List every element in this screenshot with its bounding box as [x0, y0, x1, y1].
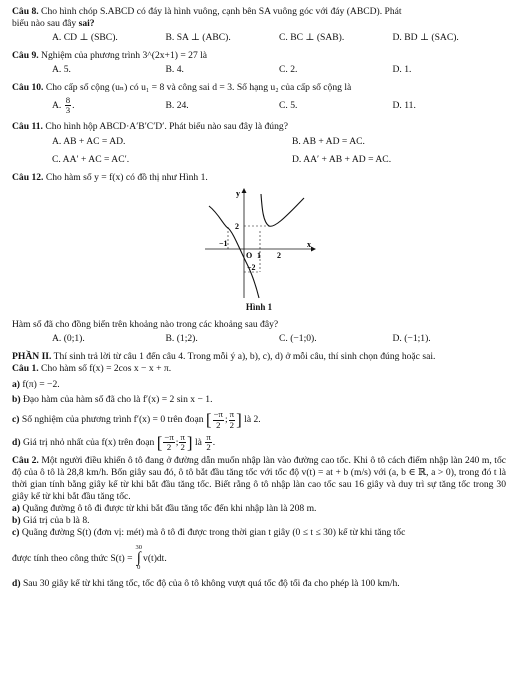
q10-option-a-fraction — [65, 96, 71, 115]
c1-a-label: a) — [12, 378, 20, 390]
q10-options — [12, 96, 506, 115]
q12-question: Hàm số đã cho đồng biến trên khoảng nào trong các khoảng sau đây? — [12, 318, 279, 330]
tick-y-2: 2 — [235, 222, 239, 232]
q12-text: Cho hàm số y = f(x) có đồ thị như Hình 1. — [43, 172, 208, 184]
c2-label: Câu 2. — [12, 455, 39, 467]
q11-option-a[interactable]: A. AB + AC = AD. — [52, 136, 126, 148]
q11-option-d[interactable]: D. AA′ + AB + AD = AC. — [292, 154, 392, 166]
c1-d-frac-left-den: 2 — [166, 442, 172, 453]
c1-d-label: d) — [12, 436, 21, 448]
c1-d-answer-num: π — [206, 432, 211, 442]
q8-text-line1: Cho hình chóp S.ABCD có đáy là hình vuông, cạnh bên SA vuông góc với đáy (ABCD). Phát — [38, 6, 402, 17]
q8-text-line2: biểu nào sau đây — [12, 17, 79, 29]
q8-text-sai: sai? — [78, 17, 95, 29]
q12-option-b[interactable]: B. (1;2). — [165, 332, 198, 344]
question-12 — [12, 172, 506, 344]
q12-graph-container — [12, 186, 506, 304]
x-axis-arrow-icon — [311, 247, 316, 252]
c1-d-bracket-close: ] — [186, 433, 193, 453]
tick-origin: O — [246, 251, 253, 261]
y-axis-arrow-icon — [242, 188, 247, 193]
q11-option-b[interactable]: B. AB + AD = AC. — [292, 136, 365, 148]
q9-text: Nghiệm của phương trình 3^(2x+1) = 27 là — [38, 49, 208, 61]
q11-label: Câu 11. — [12, 121, 43, 133]
question-10 — [12, 82, 506, 115]
tick-x-2: 2 — [277, 251, 281, 261]
c1-c-text: Số nghiệm của phương trình f′(x) = 0 trên đoạn — [21, 414, 204, 426]
c1-d-answer-den: 2 — [206, 442, 211, 453]
q11-option-c[interactable]: C. AA′ + AC = AC′. — [52, 154, 130, 166]
q12-option-d[interactable]: D. (−1;1). — [392, 332, 431, 344]
c1-b-text: Đạo hàm của hàm số đã cho là f′(x) = 2 sin x − 1. — [22, 394, 213, 406]
q9-option-c[interactable]: C. 2. — [279, 63, 298, 75]
c2-c-tail: v(t)dt. — [143, 552, 167, 564]
c1-label: Câu 1. — [12, 362, 39, 374]
c1-c-tail: là 2. — [244, 414, 261, 426]
c1-c-label: c) — [12, 414, 20, 426]
function-graph — [199, 186, 319, 304]
q9-option-b[interactable]: B. 4. — [165, 63, 184, 75]
c1-c-frac-left-den: 2 — [216, 419, 221, 430]
c1-d-frac-right — [179, 433, 185, 452]
c1-d-frac-left-num: −π — [164, 432, 174, 442]
y-axis-label: y — [236, 189, 240, 199]
c2-d-label: d) — [12, 577, 21, 589]
c2-integral — [136, 545, 143, 572]
q10-frac-den: 3 — [65, 105, 71, 116]
q9-option-a[interactable]: A. 5. — [52, 63, 71, 75]
part-2-heading: PHẦN II. — [12, 350, 52, 362]
c1-d-frac-left — [163, 433, 174, 452]
q11-options — [12, 136, 506, 166]
c1-c-frac-right-den: 2 — [229, 419, 235, 430]
c2-a-label: a) — [12, 503, 20, 515]
c1-d-frac-right-num: π — [180, 432, 185, 442]
c2-d-text: Sau 30 giây kể từ khi tăng tốc, tốc độ của ô tô không vượt quá tốc độ tối đa cho phép là 100 km/h. — [22, 577, 400, 589]
integral-sign-icon: ∫ — [136, 549, 141, 566]
c1-d-frac-right-den: 2 — [180, 442, 185, 453]
q12-option-a[interactable]: A. (0;1). — [52, 332, 85, 344]
q10-option-a-prefix: A. — [52, 99, 62, 111]
q8-option-a[interactable]: A. CD ⊥ (SBC). — [52, 31, 118, 43]
c2-c-text2: được tính theo công thức S(t) = — [12, 552, 133, 564]
tick-x-1: 1 — [257, 251, 261, 261]
c1-c-bracket-open: [ — [205, 410, 212, 430]
c1-c-frac-right — [229, 410, 235, 429]
q12-option-c[interactable]: C. (−1;0). — [279, 332, 317, 344]
q10-text: Cho cấp số cộng (uₙ) có u₁ = 8 và công sai d = 3. Số hạng u₂ của cấp số cộng là — [43, 81, 352, 93]
q10-option-a[interactable]: A. $\frac{8}{3}$ . — [52, 94, 75, 116]
q10-option-b[interactable]: B. 24. — [165, 99, 189, 111]
question-9 — [12, 50, 506, 76]
tick-y-minus2: −2 — [247, 263, 256, 273]
c1-d-answer-frac — [205, 433, 211, 452]
q8-option-b[interactable]: B. SA ⊥ (ABC). — [165, 31, 231, 43]
part-2-intro — [12, 351, 506, 363]
q8-option-d[interactable]: D. BD ⊥ (SAC). — [392, 31, 459, 43]
q11-text: Cho hình hộp ABCD·A′B′C′D′. Phát biểu nào sau đây là đúng? — [42, 121, 288, 133]
c2-b-text: Giá trị của b là 8. — [22, 515, 90, 527]
q10-option-d[interactable]: D. 11. — [392, 99, 416, 111]
c2-text: Một người điều khiển ô tô đang ở đường dẫn muốn nhập làn vào đường cao tốc. Khi ô tô cách điểm nhập làn 240 m, tốc độ của ô tô là 28,8 km/h. Bốn giây sau đó, ô tô bắt đầu tăng tốc với tốc độ v(t) = at + b (m/s) với (a, b ∈ ℝ, a > 0), trong đó t là thời gian tính bằng giây kể từ khi bắt đầu tăng tốc. Biết rằng ô tô nhập làn cao tốc sau 16 giây và duy trì sự tăng tốc trong 30 giây kể từ khi bắt đầu tăng tốc. — [12, 455, 506, 503]
c2-c-text1: Quãng đường S(t) (đơn vị: mét) mà ô tô đi được trong thời gian t giây (0 ≤ t ≤ 30) kể từ khi tăng tốc — [21, 527, 406, 539]
q12-options — [12, 333, 506, 345]
q8-options — [12, 32, 506, 44]
c2-a-text: Quãng đường ô tô đi được từ khi bắt đầu tăng tốc đến khi nhập làn là 208 m. — [22, 503, 317, 515]
c1-d-tail: là — [194, 436, 202, 448]
q12-label: Câu 12. — [12, 172, 44, 184]
question-8 — [12, 6, 506, 44]
c2-c-label: c) — [12, 527, 20, 539]
q9-options — [12, 64, 506, 76]
c1-d-text: Giá trị nhỏ nhất của f(x) trên đoạn — [22, 436, 155, 448]
tick-x-minus1: −1 — [219, 239, 228, 249]
q8-label: Câu 8. — [12, 6, 39, 17]
c1-text: Cho hàm số f(x) = 2cos x − x + π. — [38, 362, 172, 374]
c1-c-bracket-close: ] — [236, 410, 242, 430]
c1-c-frac-left — [213, 410, 224, 429]
c1-c-frac-right-num: π — [229, 410, 235, 420]
q10-option-c[interactable]: C. 5. — [279, 99, 298, 111]
part2-question-1: Câu 1. Cho hàm số f(x) = 2cos x − x + π. a) f(π) = −2. b) Đạo hàm của hàm số đã cho là f′(x) = 2 sin x − 1. c) Số nghiệm của phương trình f′(x) = 0 trên đoạn [ $\frac{-\pi}{2}$ ; $\frac{\pi}{2}$ ] là 2. d) Giá trị nhỏ nhất của f(x) trên đoạn [ $\frac{-\pi}{2}$ ; $\frac{\pi}{2}$ ] là $\frac{\pi}{2}$ . — [12, 362, 261, 453]
part-2-text: Thí sinh trả lời từ câu 1 đến câu 4. Trong mỗi ý a), b), c), d) ở mỗi câu, thí sinh chọn đúng hoặc sai. — [51, 350, 436, 362]
graph-right-branch — [261, 194, 304, 226]
c2-b-label: b) — [12, 515, 21, 527]
q8-option-c[interactable]: C. BC ⊥ (SAB). — [279, 31, 345, 43]
q10-frac-num: 8 — [65, 94, 71, 105]
c1-a-text: f(π) = −2. — [22, 378, 60, 390]
c2-integral-upper: 30 — [135, 545, 143, 552]
question-11 — [12, 121, 506, 166]
x-axis-label: x — [307, 240, 311, 250]
part2-question-2 — [12, 455, 506, 589]
c2-integral-lower: 0 — [137, 564, 141, 572]
c1-b-label: b) — [12, 394, 21, 406]
graph-caption: Hình 1 — [245, 302, 273, 313]
q9-label: Câu 9. — [12, 49, 39, 61]
c1-c-frac-left-num: −π — [213, 410, 223, 420]
q9-option-d[interactable]: D. 1. — [392, 63, 412, 75]
q10-label: Câu 10. — [12, 81, 44, 93]
c1-d-bracket-open: [ — [156, 433, 163, 453]
